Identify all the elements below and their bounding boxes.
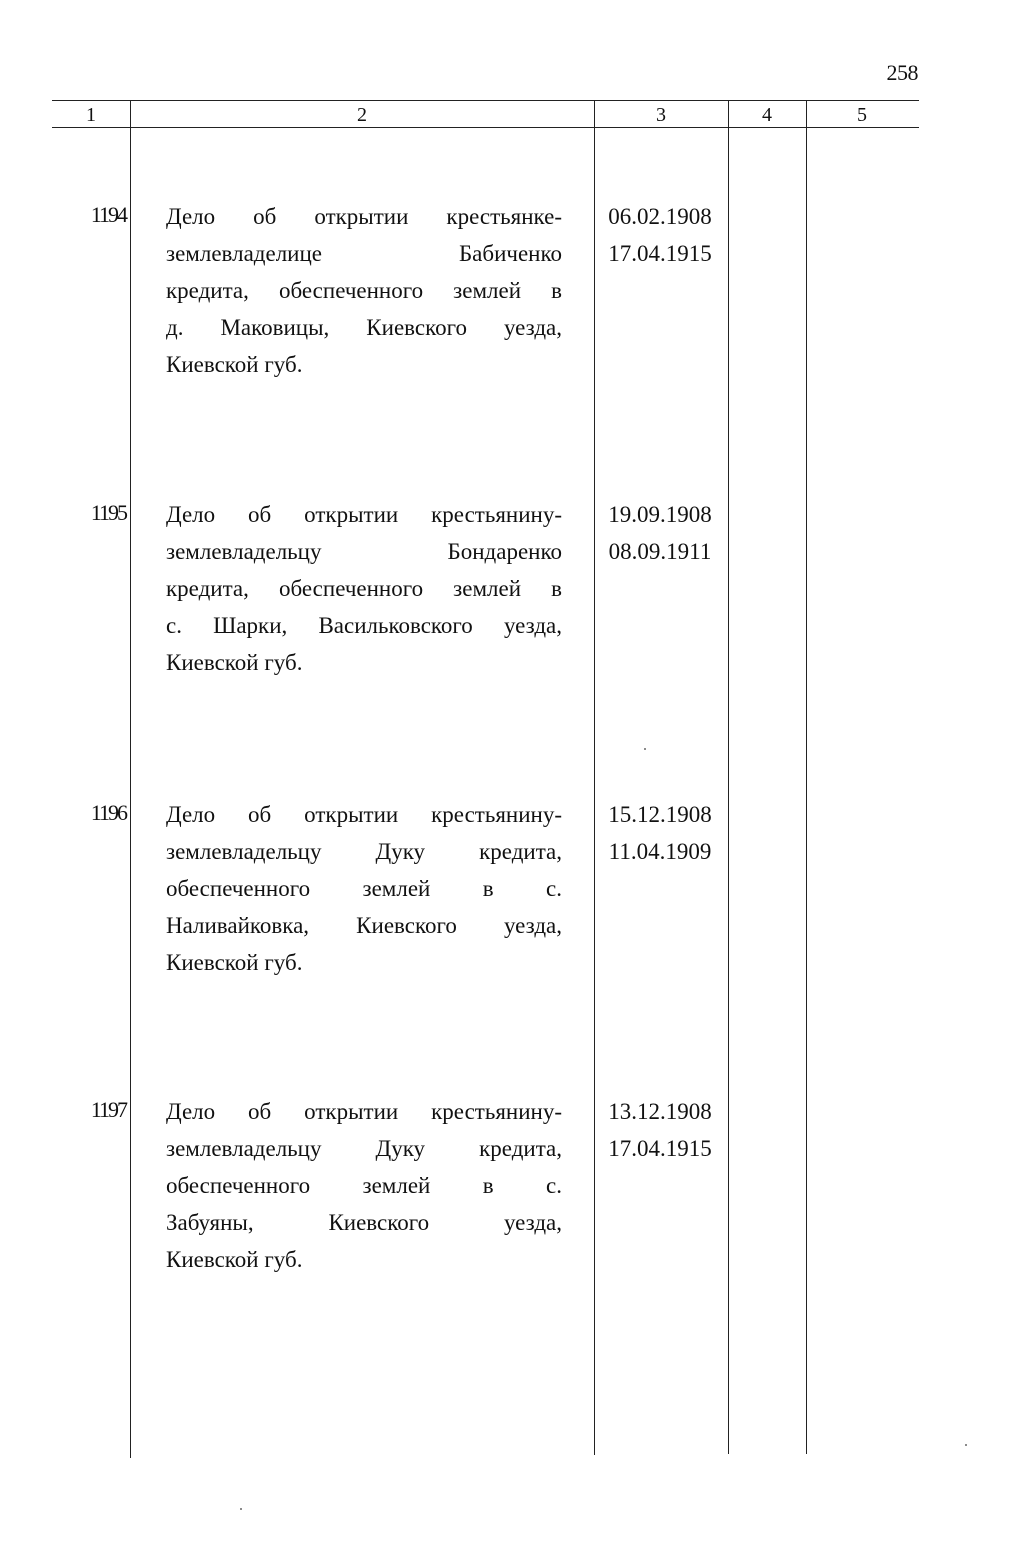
record-description bbox=[166, 198, 562, 383]
description-line: Дело об открытии крестьянину- bbox=[166, 802, 562, 827]
description-line: землевладелице Бабиченко bbox=[166, 241, 562, 266]
record-dates bbox=[598, 198, 722, 272]
record-dates bbox=[598, 1093, 722, 1167]
description-line: обеспеченного землей в с. bbox=[166, 1173, 562, 1198]
description-line: с. Шарки, Васильковского уезда, bbox=[166, 613, 562, 638]
description-line: Наливайковка, Киевского уезда, bbox=[166, 913, 562, 938]
description-line: землевладельцу Дуку кредита, bbox=[166, 839, 562, 864]
record-number: 1196 bbox=[90, 800, 126, 825]
description-line: Дело об открытии крестьянину- bbox=[166, 1099, 562, 1124]
record-description bbox=[166, 496, 562, 681]
scan-speck bbox=[965, 1444, 967, 1446]
description-line: кредита, обеспеченного землей в bbox=[166, 278, 562, 303]
description-line: Дело об открытии крестьянке- bbox=[166, 204, 562, 229]
description-line: землевладельцу Дуку кредита, bbox=[166, 1136, 562, 1161]
column-header-2: 2 bbox=[357, 104, 367, 126]
table-top-rule bbox=[52, 100, 919, 101]
scan-speck bbox=[644, 748, 646, 750]
date-end: 17.04.1915 bbox=[608, 1136, 712, 1161]
record-description bbox=[166, 1093, 562, 1278]
record-description bbox=[166, 796, 562, 981]
date-start: 15.12.1908 bbox=[608, 802, 712, 827]
column-header-4: 4 bbox=[762, 104, 772, 126]
record-number: 1197 bbox=[90, 1097, 126, 1122]
description-line: Киевской губ. bbox=[166, 1247, 303, 1272]
column-divider-2-3 bbox=[594, 100, 595, 1455]
record-number: 1195 bbox=[90, 500, 126, 525]
column-header-3: 3 bbox=[656, 104, 666, 126]
date-start: 06.02.1908 bbox=[608, 204, 712, 229]
description-line: Киевской губ. bbox=[166, 650, 303, 675]
record-dates bbox=[598, 496, 722, 570]
description-line: Забуяны, Киевского уезда, bbox=[166, 1210, 562, 1235]
column-header-5: 5 bbox=[857, 104, 867, 126]
date-end: 08.09.1911 bbox=[608, 539, 712, 564]
description-line: Киевской губ. bbox=[166, 950, 303, 975]
record-dates bbox=[598, 796, 722, 870]
description-line: землевладельцу Бондаренко bbox=[166, 539, 562, 564]
column-divider-1-2 bbox=[130, 100, 131, 1458]
column-header-1: 1 bbox=[86, 104, 96, 126]
date-start: 13.12.1908 bbox=[608, 1099, 712, 1124]
page-number: 258 bbox=[886, 60, 918, 85]
record-number: 1194 bbox=[90, 202, 126, 227]
date-end: 11.04.1909 bbox=[608, 839, 712, 864]
description-line: кредита, обеспеченного землей в bbox=[166, 576, 562, 601]
description-line: д. Маковицы, Киевского уезда, bbox=[166, 315, 562, 340]
description-line: Киевской губ. bbox=[166, 352, 303, 377]
date-start: 19.09.1908 bbox=[608, 502, 712, 527]
date-end: 17.04.1915 bbox=[608, 241, 712, 266]
scan-speck bbox=[240, 1508, 242, 1510]
description-line: Дело об открытии крестьянину- bbox=[166, 502, 562, 527]
description-line: обеспеченного землей в с. bbox=[166, 876, 562, 901]
column-divider-4-5 bbox=[806, 100, 807, 1454]
column-divider-3-4 bbox=[728, 100, 729, 1454]
